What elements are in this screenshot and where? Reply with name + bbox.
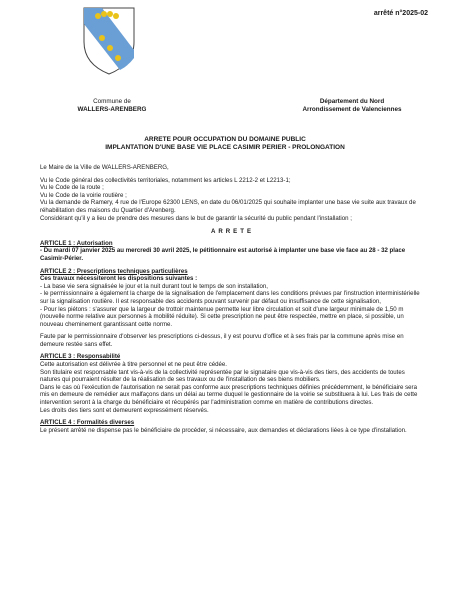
vu-line-3: Vu le Code de la voirie routière ;	[40, 191, 127, 199]
article-3-p1: Cette autorisation est délivrée à titre personnel et ne peut être cédée.	[40, 361, 227, 369]
vu-line-1: Vu le Code général des collectivités territoriales, notamment les articles L 2212-2 et L2213-1;	[40, 176, 291, 184]
document-title	[20, 136, 430, 152]
article-2-title: ARTICLE 2 : Prescriptions techniques particulières	[40, 267, 188, 275]
article-1-text: - Du mardi 07 janvier 2025 au mercredi 30 avril 2025, le pétitionnaire est autorisé à implanter une base vie face au 28 - 32 place Casimir-Périer.	[40, 247, 406, 262]
vu-line-4: Vu la demande de Ramery, 4 rue de l'Europe 62300 LENS, en date du 06/01/2025 qui souhaite implanter une base vie suite aux travaux de réhabilitation des maisons du Quartier d'Arenberg.	[40, 199, 416, 214]
article-4-title: ARTICLE 4 : Formalités diverses	[40, 419, 135, 427]
article-3-p4: Les droits des tiers sont et demeurent expressément réservés.	[40, 406, 209, 414]
departement: Département du Nord	[319, 98, 385, 105]
article-2-item: - le permissionnaire a également la charge de la signalisation de l'emplacement dans les conditions prévues par l'instruction interministérielle sur la signalisation routière. Il est responsable des accidents pouvant survenir par défaut ou insuffisance de cette signalisation,	[40, 290, 420, 305]
document-body	[40, 164, 425, 434]
arrete-number: arrêté n°2025-02	[373, 10, 428, 17]
article-4-p1: Le présent arrêté ne dispense pas le bénéficiaire de procéder, si nécessaire, aux demandes et déclarations liées à ce type d'installation.	[40, 426, 407, 434]
considerant-line: Considérant qu'il y a lieu de prendre des mesures dans le but de garantir la sécurité du public pendant l'installation ;	[40, 214, 352, 222]
arrete-heading: ARRETE	[210, 228, 255, 236]
article-1-title: ARTICLE 1 : Autorisation	[40, 239, 113, 247]
commune-label: Commune de	[93, 98, 131, 105]
maire-line: Le Maire de la Ville de WALLERS-ARENBERG,	[40, 164, 169, 171]
article-2-faute: Faute par le permissionnaire d'observer les prescriptions ci-dessus, il y est pourvu d'office et à ses frais par la commune après mise en demeure restée sans effet.	[40, 333, 404, 348]
article-2-item: - Pour les piétons : s'assurer que la largeur de trottoir maintenue permette leur libre circulation et soit d'une largeur minimale de 1,50 m (nouvelle norme relative aux personnes à mobilité réduite). Si cette prescription ne peut être respectée, mettre en place, si possible, un nouveau cheminement garantissant cette norme.	[40, 305, 404, 328]
title-line-2: IMPLANTATION D'UNE BASE VIE PLACE CASIMIR PERIER - PROLONGATION	[105, 144, 345, 151]
prefecture-header	[282, 98, 422, 114]
vu-line-2: Vu le Code de la route ;	[40, 184, 104, 192]
article-3-p2: Son titulaire est responsable tant vis-à-vis de la collectivité représentée par le signataire que vis-à-vis des tiers, des accidents de toutes natures qui pourraient résulter de la réalisation de ses travaux ou de l'installation de ses biens mobiliers.	[40, 368, 405, 384]
arrondissement: Arrondissement de Valenciennes	[302, 106, 402, 113]
commune-name: WALLERS-ARENBERG	[77, 106, 147, 113]
article-3-title: ARTICLE 3 : Responsabilité	[40, 353, 121, 361]
title-line-1: ARRETE POUR OCCUPATION DU DOMAINE PUBLIC	[144, 136, 306, 143]
article-2-subtitle: Ces travaux nécessiteront les dispositions suivantes :	[40, 275, 198, 283]
article-2-item: - La base vie sera signalisée le jour et la nuit durant tout le temps de son installation,	[40, 282, 268, 290]
coat-of-arms-icon	[80, 4, 138, 76]
commune-header	[62, 98, 162, 114]
article-3-p3: Dans le cas où l'exécution de l'autorisation ne serait pas conforme aux prescriptions techniques définies précédemment, le bénéficiaire sera mis en demeure de remédier aux malfaçons dans un délai au terme duquel le gestionnaire de la voirie se substituera à lui. Les frais de cette intervention seront à la charge du bénéficiaire et récupérés par l'administration comme en matière de contributions directes.	[40, 383, 418, 407]
